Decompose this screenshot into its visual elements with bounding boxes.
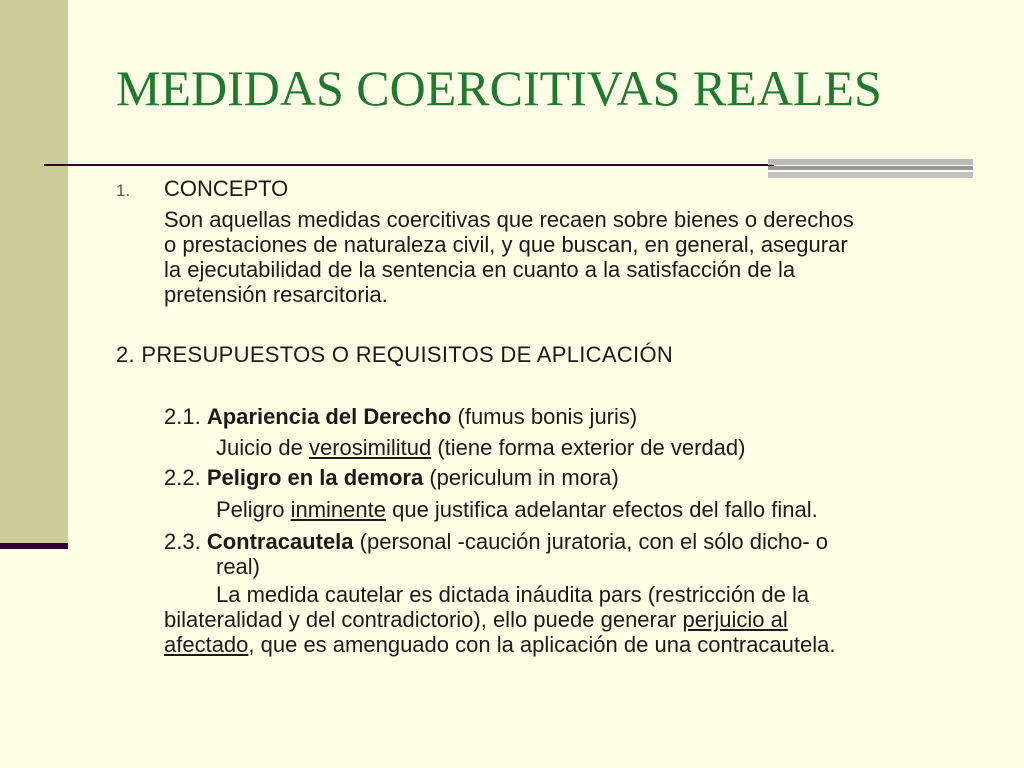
desc-line: [164, 632, 964, 657]
desc-line: [164, 607, 964, 632]
item-number: 2.1.: [164, 404, 201, 429]
title-divider: [44, 164, 774, 166]
item-term: Peligro en la demora: [206, 465, 424, 490]
underlined-term: perjuicio al: [682, 607, 788, 632]
underlined-term: verosimilitud: [308, 435, 432, 460]
underlined-term: afectado: [164, 632, 249, 657]
left-accent-bar: [0, 543, 68, 549]
requirement-desc-2-3: [164, 582, 964, 657]
item-latin: (fumus bonis juris): [457, 404, 638, 429]
desc-text: (tiene forma exterior de verdad): [431, 435, 746, 460]
requirement-desc-2-1: [216, 435, 745, 460]
desc-text: Juicio de: [216, 435, 309, 460]
underlined-term: inminente: [290, 497, 386, 522]
concept-line: pretensión resarcitoria.: [164, 282, 388, 307]
left-decorative-band: [0, 0, 68, 548]
list-number-1: 1.: [116, 181, 131, 200]
slide-title: MEDIDAS COERCITIVAS REALES: [116, 60, 882, 116]
concept-paragraph: [164, 207, 984, 307]
requirements-heading: 2. PRESUPUESTOS O REQUISITOS DE APLICACIÓN: [116, 342, 674, 367]
item-term: Apariencia del Derecho: [206, 404, 452, 429]
item-latin: (periculum in mora): [429, 465, 619, 490]
item-latin-cont: real): [216, 554, 261, 579]
desc-text: que justifica adelantar efectos del fallo final.: [385, 497, 818, 522]
requirement-item-2-3: [164, 529, 964, 579]
item-term: Contracautela: [206, 529, 354, 554]
divider-stripes: [768, 159, 973, 179]
concept-line: o prestaciones de naturaleza civil, y que buscan, en general, asegurar: [164, 232, 848, 257]
item-number: 2.2.: [164, 465, 201, 490]
desc-text: , que es amenguado con la aplicación de una contracautela.: [248, 632, 836, 657]
concept-line: Son aquellas medidas coercitivas que recaen sobre bienes o derechos: [164, 207, 854, 232]
requirement-item-2-2: [164, 465, 619, 490]
requirement-desc-2-2: [216, 497, 818, 522]
concept-heading: CONCEPTO: [164, 176, 289, 201]
item-latin: (personal -caución juratoria, con el sólo dicho- o: [359, 529, 829, 554]
concept-line: la ejecutabilidad de la sentencia en cuanto a la satisfacción de la: [164, 257, 796, 282]
desc-text: Peligro: [216, 497, 291, 522]
item-number: 2.3.: [164, 529, 201, 554]
requirement-item-2-1: [164, 404, 637, 429]
desc-line: La medida cautelar es dictada ináudita pars (restricción de la: [216, 582, 810, 607]
desc-text: bilateralidad y del contradictorio), ello puede generar: [164, 607, 683, 632]
